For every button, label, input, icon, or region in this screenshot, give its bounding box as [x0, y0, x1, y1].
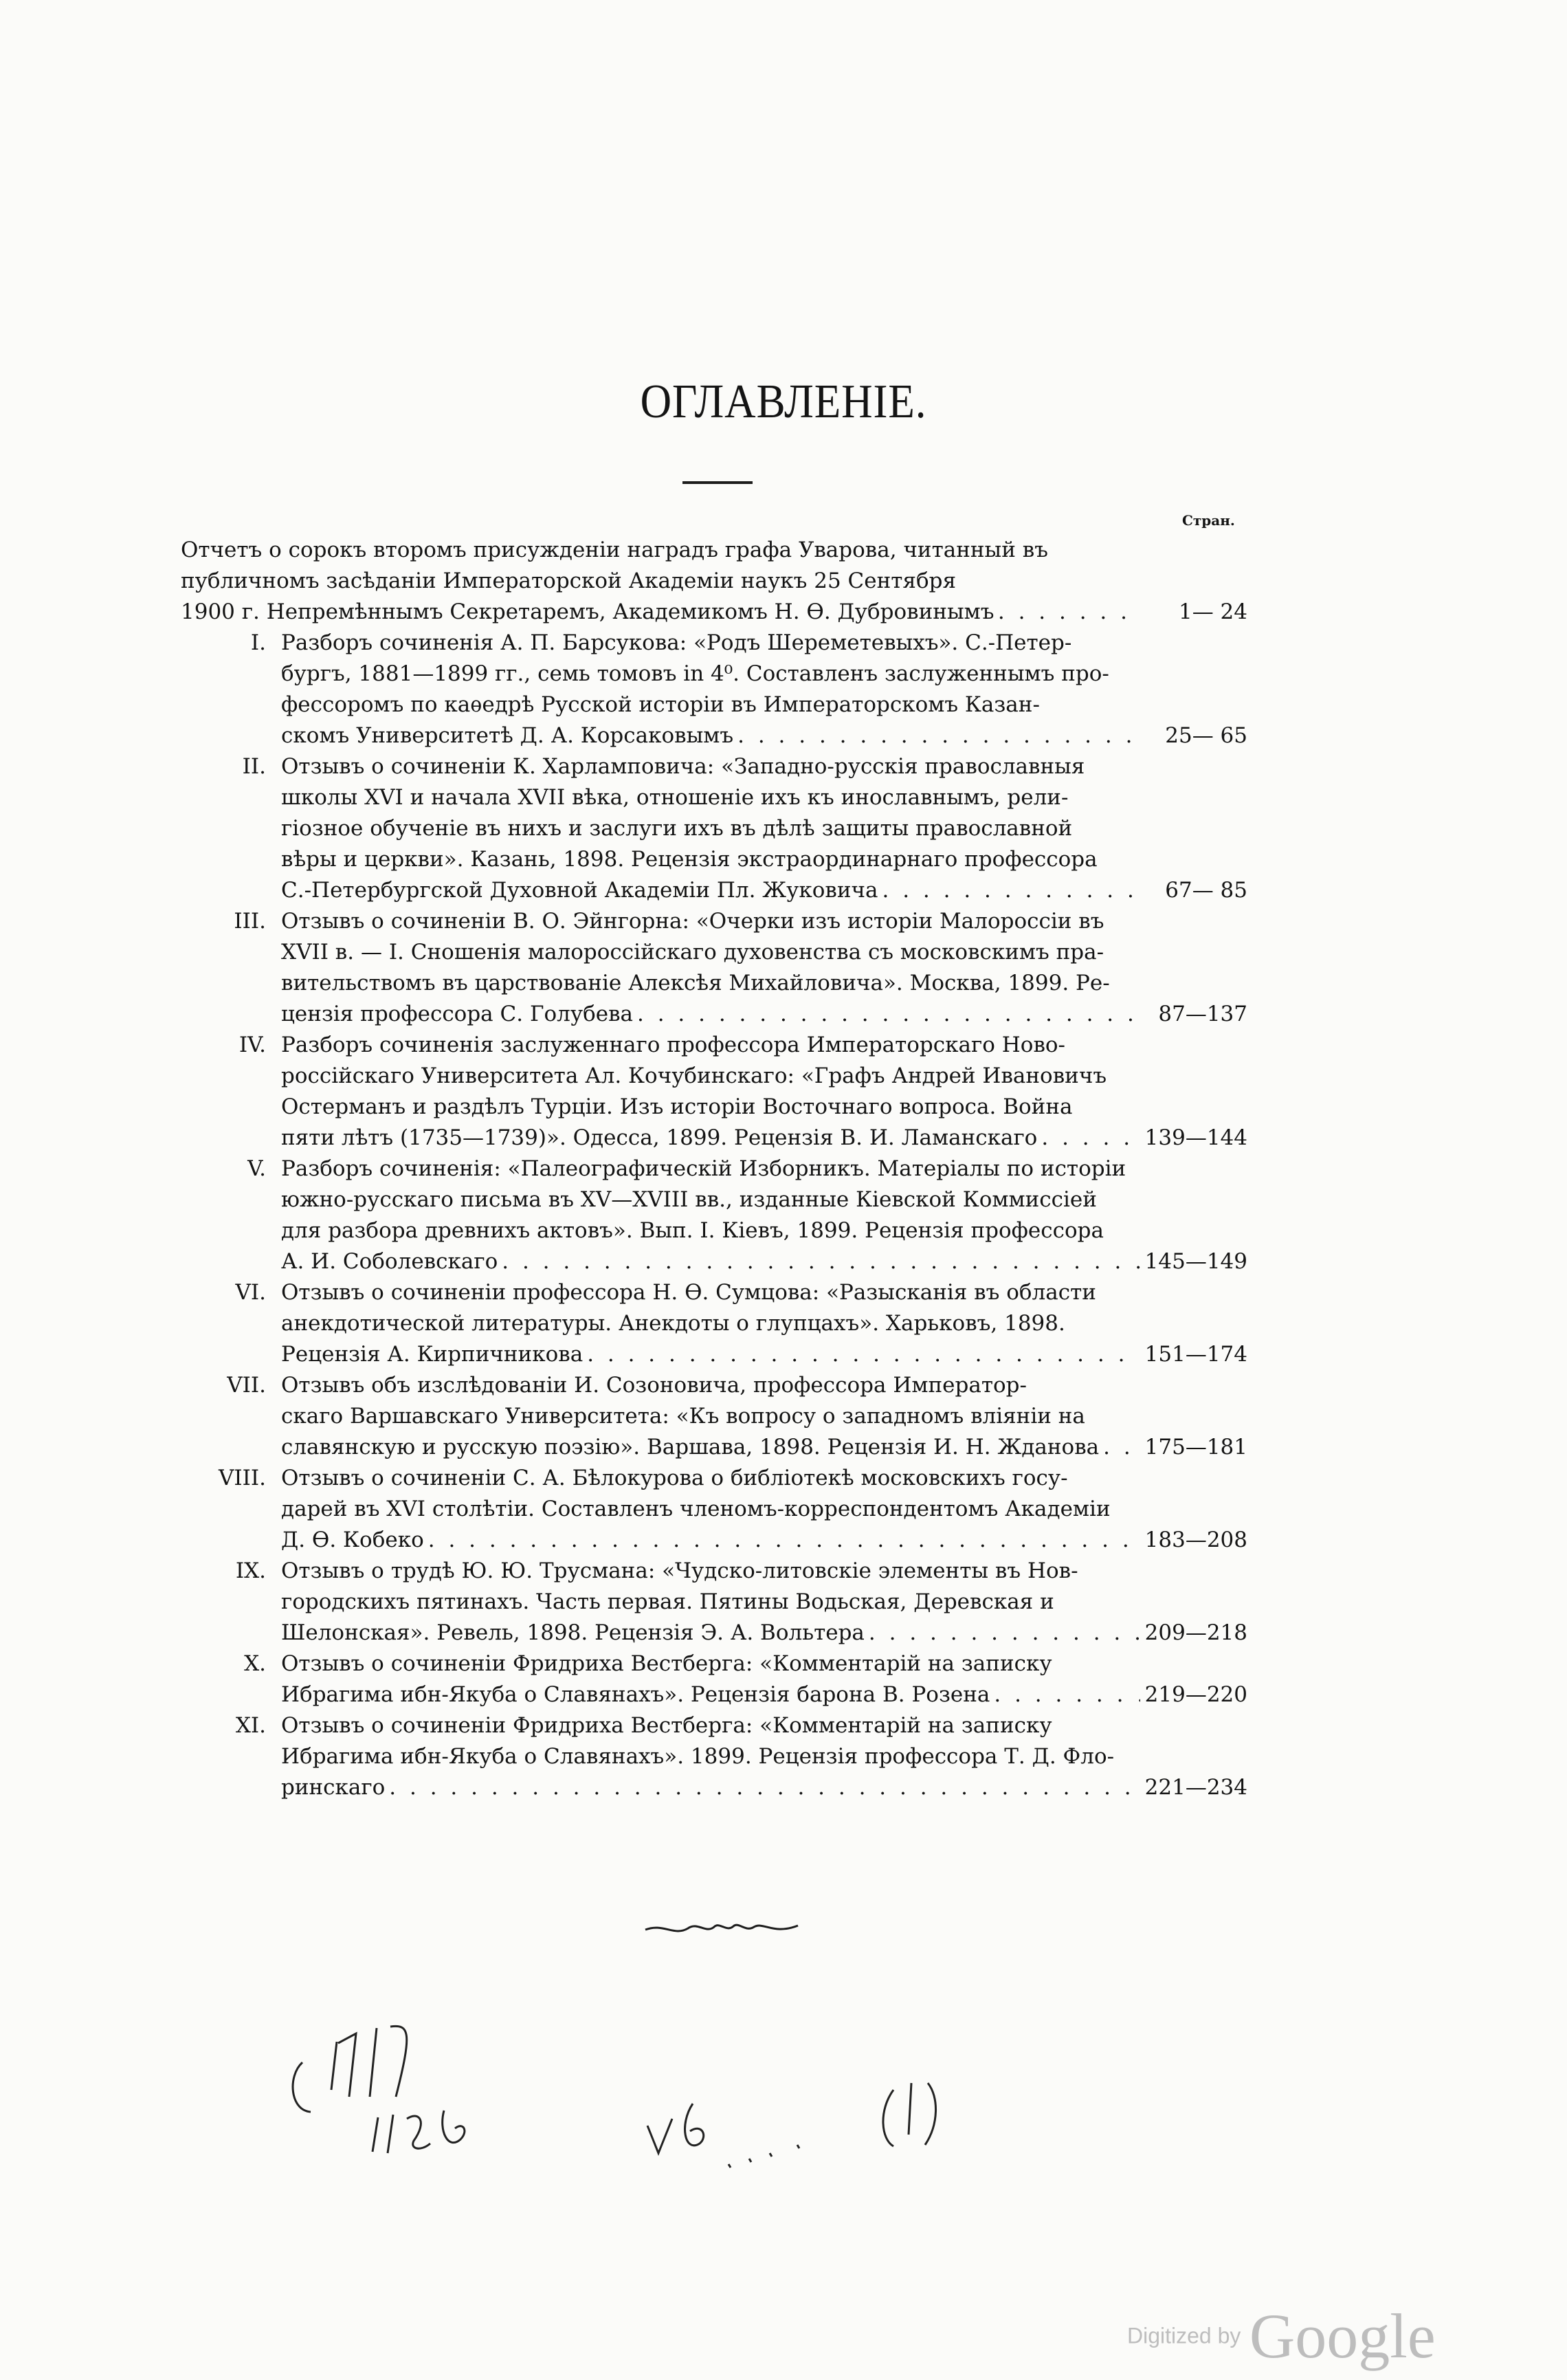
dot-leader	[637, 999, 1140, 1030]
toc-entry-viii[interactable]	[181, 1463, 1247, 1556]
toc-entry-vii[interactable]	[181, 1370, 1247, 1463]
digitized-watermark	[1127, 2300, 1436, 2372]
toc-entry-iv[interactable]	[181, 1030, 1247, 1154]
entry-line: Отчетъ о сорокъ второмъ присужденіи наградъ графа Уварова, читанный въ	[181, 538, 1048, 562]
toc-entry-x[interactable]	[181, 1649, 1247, 1710]
decorative-flourish	[643, 1915, 801, 1942]
entry-line: фессоромъ по каѳедрѣ Русской исторіи въ Императорскомъ Казан-	[281, 692, 1040, 717]
entry-numeral: X.	[244, 1651, 266, 1676]
page-range: 139—144	[1144, 1125, 1247, 1150]
entry-numeral: I.	[250, 630, 266, 655]
toc-entry-vi[interactable]	[181, 1277, 1247, 1370]
entry-line: Разборъ сочиненія: «Палеографическій Изборникъ. Матеріалы по исторіи	[281, 1156, 1126, 1181]
dot-leader	[389, 1772, 1140, 1803]
entry-line: городскихъ пятинахъ. Часть первая. Пятины Водьская, Деревская и	[281, 1589, 1054, 1614]
entry-line: бургъ, 1881—1899 гг., семь томовъ in 4⁰. Составленъ заслуженнымъ про-	[281, 661, 1109, 686]
entry-line: Шелонская». Ревель, 1898. Рецензія Э. А. Вольтера	[281, 1620, 865, 1645]
toc-entry-ii[interactable]	[181, 751, 1247, 906]
page-range: 175—181	[1144, 1435, 1247, 1459]
dot-leader	[502, 1246, 1140, 1277]
entry-line: южно-русскаго письма въ XV—XVIII вв., изданные Кіевской Коммиссіей	[281, 1187, 1097, 1212]
toc-entry-i[interactable]	[181, 628, 1247, 751]
entry-line: Разборъ сочиненія заслуженнаго профессора Императорскаго Ново-	[281, 1033, 1066, 1057]
dot-leader	[994, 1679, 1140, 1710]
page-title: ОГЛАВЛЕНІЕ.	[640, 375, 927, 428]
entry-line: С.-Петербургской Духовной Академіи Пл. Жуковича	[281, 878, 878, 903]
entry-numeral: IV.	[238, 1033, 266, 1057]
entry-line: Рецензія А. Кирпичникова	[281, 1342, 584, 1367]
dot-leader	[1103, 1432, 1140, 1463]
dot-leader	[737, 720, 1140, 751]
entry-line: Отзывъ о сочиненіи С. А. Бѣлокурова о библіотекѣ московскихъ госу-	[281, 1466, 1068, 1490]
page-range: 151—174	[1144, 1342, 1247, 1367]
page-range: 67— 85	[1165, 878, 1247, 903]
page-range: 1— 24	[1178, 599, 1247, 624]
dot-leader	[587, 1339, 1140, 1370]
toc-entry-iii[interactable]	[181, 906, 1247, 1030]
entry-line: дарей въ XVI столѣтіи. Составленъ членомъ-корреспондентомъ Академіи	[281, 1497, 1111, 1521]
entry-numeral: XI.	[235, 1713, 266, 1738]
entry-line: россійскаго Университета Ал. Кочубинскаго: «Графъ Андрей Ивановичъ	[281, 1064, 1107, 1088]
entry-line: цензія профессора С. Голубева	[281, 1002, 634, 1026]
entry-numeral: VI.	[235, 1280, 266, 1305]
entry-line: Отзывъ о трудѣ Ю. Ю. Трусмана: «Чудско-литовскіе элементы въ Нов-	[281, 1558, 1078, 1583]
page-range: 209—218	[1144, 1620, 1247, 1645]
entry-line: Отзывъ объ изслѣдованіи И. Созоновича, профессора Император-	[281, 1373, 1027, 1398]
dot-leader	[882, 875, 1141, 906]
entry-line: Д. Ѳ. Кобеко	[281, 1528, 424, 1552]
toc-entry-v[interactable]	[181, 1154, 1247, 1277]
dot-leader	[998, 597, 1140, 628]
entry-line: гіозное обученіе въ нихъ и заслуги ихъ въ дѣлѣ защиты православной	[281, 816, 1073, 841]
handwritten-shelfmark	[275, 1994, 997, 2200]
page-range: 183—208	[1144, 1528, 1247, 1552]
entry-line: Ибрагима ибн-Якуба о Славянахъ». Рецензія барона В. Розена	[281, 1682, 990, 1707]
entry-line: XVII в. — I. Сношенія малороссійскаго духовенства съ московскимъ пра-	[281, 940, 1104, 965]
entry-line: Отзывъ о сочиненіи Фридриха Вестберга: «Комментарій на записку	[281, 1713, 1052, 1738]
page-column-label: Стран.	[1182, 512, 1235, 529]
entry-line: вительствомъ въ царствованіе Алексѣя Михайловича». Москва, 1899. Ре-	[281, 971, 1110, 995]
toc-entry-xi[interactable]	[181, 1710, 1247, 1803]
google-logo: Google	[1249, 2301, 1436, 2371]
entry-numeral: II.	[242, 754, 266, 779]
entry-line: анекдотической литературы. Анекдоты о глупцахъ». Харьковъ, 1898.	[281, 1311, 1065, 1336]
entry-line: скаго Варшавскаго Университета: «Къ вопросу о западномъ вліяніи на	[281, 1404, 1085, 1429]
entry-line: Остерманъ и раздѣлъ Турціи. Изъ исторіи Восточнаго вопроса. Война	[281, 1094, 1073, 1119]
entry-line: вѣры и церкви». Казань, 1898. Рецензія экстраординарнаго профессора	[281, 847, 1098, 872]
title-rule	[682, 481, 753, 484]
table-of-contents	[181, 535, 1247, 1803]
entry-line: славянскую и русскую поэзію». Варшава, 1898. Рецензія И. Н. Жданова	[281, 1435, 1100, 1459]
entry-line: публичномъ засѣданіи Императорской Академіи наукъ 25 Сентября	[181, 569, 957, 593]
page-range: 145—149	[1144, 1249, 1247, 1274]
entry-line: ринскаго	[281, 1775, 386, 1800]
entry-line: Ибрагима ибн-Якуба о Славянахъ». 1899. Рецензія профессора Т. Д. Фло-	[281, 1744, 1115, 1769]
dot-leader	[1041, 1123, 1140, 1154]
entry-line: пяти лѣтъ (1735—1739)». Одесса, 1899. Рецензія В. И. Ламанскаго	[281, 1125, 1038, 1150]
entry-numeral: VII.	[227, 1373, 266, 1398]
toc-entry-intro[interactable]	[181, 535, 1247, 628]
page-range: 87—137	[1158, 1002, 1247, 1026]
dot-leader	[428, 1525, 1140, 1556]
watermark-prefix: Digitized by	[1127, 2323, 1241, 2348]
page-range: 219—220	[1144, 1682, 1247, 1707]
entry-numeral: III.	[234, 909, 266, 934]
page-range: 25— 65	[1165, 723, 1247, 748]
entry-line: Отзывъ о сочиненіи профессора Н. Ѳ. Сумцова: «Разысканія въ области	[281, 1280, 1096, 1305]
entry-line: 1900 г. Непремѣннымъ Секретаремъ, Академикомъ Н. Ѳ. Дубровинымъ	[181, 599, 994, 624]
page-range: 221—234	[1144, 1775, 1247, 1800]
entry-numeral: VIII.	[219, 1466, 266, 1490]
entry-line: Отзывъ о сочиненіи Фридриха Вестберга: «Комментарій на записку	[281, 1651, 1052, 1676]
entry-line: А. И. Соболевскаго	[281, 1249, 498, 1274]
entry-line: для разбора древнихъ актовъ». Вып. I. Кіевъ, 1899. Рецензія профессора	[281, 1218, 1104, 1243]
dot-leader	[869, 1618, 1140, 1649]
entry-line: Разборъ сочиненія А. П. Барсукова: «Родъ Шереметевыхъ». С.-Петер-	[281, 630, 1072, 655]
entry-line: Отзывъ о сочиненіи К. Харламповича: «Западно-русскія православныя	[281, 754, 1085, 779]
entry-line: скомъ Университетѣ Д. А. Корсаковымъ	[281, 723, 734, 748]
entry-numeral: IX.	[235, 1558, 266, 1583]
entry-line: Отзывъ о сочиненіи В. О. Эйнгорна: «Очерки изъ исторіи Малороссіи въ	[281, 909, 1104, 934]
entry-line: школы XVI и начала XVII вѣка, отношеніе ихъ къ инославнымъ, рели-	[281, 785, 1069, 810]
entry-numeral: V.	[247, 1156, 266, 1181]
toc-entry-ix[interactable]	[181, 1556, 1247, 1649]
